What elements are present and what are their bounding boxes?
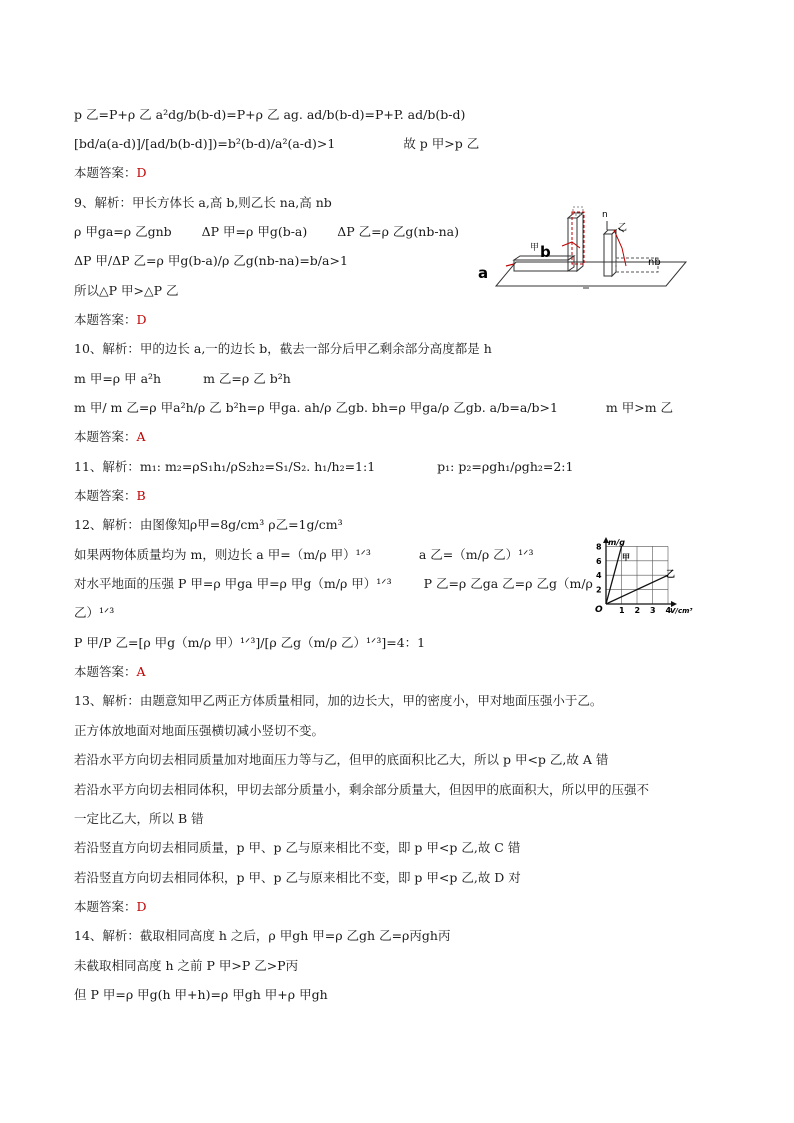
q11-eq-2: p₁: p₂=ρgh₁/ρgh₂=2:1 bbox=[437, 459, 574, 474]
q9-eq-2: ΔP 甲=ρ 甲g(b-a) bbox=[201, 224, 308, 239]
q12-line-3 bbox=[74, 575, 593, 593]
series-yi-label: 乙 bbox=[666, 570, 676, 580]
q14-line-1: 14、解析：截取相同高度 h 之后，ρ 甲gh 甲=ρ 乙gh 乙=ρ丙gh丙 bbox=[74, 928, 451, 943]
answer-value: B bbox=[136, 488, 146, 503]
q9-line-3: ΔP 甲/ΔP 乙=ρ 甲g(b-a)/ρ 乙g(nb-na)=b/a>1 bbox=[74, 253, 348, 268]
formula-line-2 bbox=[74, 135, 479, 153]
q11-eq-1: 11、解析：m₁: m₂=ρS₁h₁/ρS₂h₂=S₁/S₂. h₁/h₂=1:1 bbox=[74, 459, 376, 474]
q12-line-5: P 甲/P 乙=[ρ 甲g（m/ρ 甲）¹ᐟ³]/[ρ 乙g（m/ρ 乙）¹ᐟ³]=4：1 bbox=[74, 635, 426, 650]
label-a: a bbox=[478, 264, 489, 282]
block-n-side bbox=[612, 230, 616, 276]
q10-eq-1: m 甲=ρ 甲 a²h bbox=[74, 371, 162, 386]
q11-line-1 bbox=[74, 458, 573, 476]
answer-q12 bbox=[74, 663, 146, 681]
y-tick-label: 4 bbox=[596, 571, 602, 581]
series-jia-label: 甲 bbox=[622, 553, 630, 562]
x-tick-label: 3 bbox=[650, 606, 656, 615]
answer-value: D bbox=[136, 312, 147, 327]
x-tick-label: 2 bbox=[634, 606, 641, 615]
answer-value: A bbox=[136, 664, 146, 679]
q13-line-1: 13、解析：由题意知甲乙两正方体质量相同，加的边长大，甲的密度小，甲对地面压强小于乙。 bbox=[74, 693, 603, 708]
label-yi: 乙 bbox=[618, 223, 628, 233]
label-b: b bbox=[540, 243, 551, 261]
graph-grid bbox=[606, 546, 668, 604]
answer-label: 本题答案： bbox=[74, 165, 137, 180]
q9-line-1: 9、解析：甲长方体长 a,高 b,则乙长 na,高 nb bbox=[74, 195, 332, 210]
q12-eq-2: a 乙=（m/ρ 乙）¹ᐟ³ bbox=[418, 547, 534, 562]
x-tick-label: 4 bbox=[665, 606, 672, 615]
label-nb: nb bbox=[648, 257, 661, 268]
answer-q11 bbox=[74, 487, 146, 505]
answer-label: 本题答案： bbox=[74, 488, 137, 503]
q10-line-2 bbox=[74, 370, 291, 388]
q14-line-3: 但 P 甲=ρ 甲g(h 甲+h)=ρ 甲gh 甲+ρ 甲gh bbox=[74, 987, 328, 1002]
q10-eq-3: m 甲/ m 乙=ρ 甲a²h/ρ 乙 b²h=ρ 甲ga. ah/ρ 乙gb. bh=ρ 甲ga/ρ 乙gb. a/b=a/b>1 bbox=[74, 400, 558, 415]
y-tick-label: 8 bbox=[596, 542, 602, 552]
label-jia: 甲 bbox=[530, 243, 540, 253]
answer-q8 bbox=[74, 164, 147, 182]
answer-label: 本题答案： bbox=[74, 312, 137, 327]
q12-line-4: 乙）¹ᐟ³ bbox=[74, 605, 115, 620]
answer-q9 bbox=[74, 311, 147, 329]
q10-eq-4: m 甲>m 乙 bbox=[605, 400, 674, 415]
formula-conclusion: 故 p 甲>p 乙 bbox=[403, 136, 480, 151]
q9-line-4: 所以△P 甲>△P 乙 bbox=[74, 283, 179, 298]
answer-value: D bbox=[136, 165, 147, 180]
q10-line-1: 10、解析：甲的边长 a,一的边长 b，截去一部分后甲乙剩余部分高度都是 h bbox=[74, 341, 492, 356]
formula-ratio: [bd/a(a-d)]/[ad/b(b-d)])=b²(b-d)/a²(a-d)>1 bbox=[74, 136, 336, 151]
q13-line-6: 若沿竖直方向切去相同质量，p 甲、p 乙与原来相比不变，即 p 甲<p 乙,故 C 错 bbox=[74, 840, 521, 855]
answer-q13 bbox=[74, 898, 147, 916]
block-a-side bbox=[568, 256, 574, 271]
xlabel: V/cm³ bbox=[670, 607, 693, 615]
block-n-front bbox=[604, 234, 612, 276]
y-tick-label: 2 bbox=[596, 585, 602, 595]
q13-line-2: 正方体放地面对地面压强横切减小竖切不变。 bbox=[74, 723, 325, 738]
answer-q10 bbox=[74, 428, 146, 446]
q12-eq-1: 如果两物体质量均为 m，则边长 a 甲=（m/ρ 甲）¹ᐟ³ bbox=[74, 547, 371, 562]
q13-line-4: 若沿水平方向切去相同体积，甲切去部分质量小，剩余部分质量大，但因甲的底面积大，所以甲的压强不 bbox=[74, 782, 650, 797]
answer-value: A bbox=[136, 429, 146, 444]
q12-line-2 bbox=[74, 546, 533, 564]
formula-line-1: p 乙=P+ρ 乙 a²dg/b(b-d)=P+ρ 乙 ag. ad/b(b-d)=P+P. ad/b(b-d) bbox=[74, 107, 466, 122]
y-tick-label: 6 bbox=[596, 556, 602, 566]
origin-label: O bbox=[595, 605, 603, 615]
q9-line-2 bbox=[74, 223, 459, 241]
answer-label: 本题答案： bbox=[74, 429, 137, 444]
q9-eq-3: ΔP 乙=ρ 乙g(nb-na) bbox=[337, 224, 459, 239]
q10-line-3 bbox=[74, 399, 673, 417]
q13-line-5: 一定比乙大，所以 B 错 bbox=[74, 811, 204, 826]
ylabel: m/g bbox=[608, 538, 625, 547]
q9-eq-1: ρ 甲ga=ρ 乙gnb bbox=[74, 224, 172, 239]
x-tick-label: 1 bbox=[619, 606, 625, 615]
q13-line-3: 若沿水平方向切去相同质量加对地面压力等与乙，但甲的底面积比乙大，所以 p 甲<p 乙,故 A 错 bbox=[74, 752, 609, 767]
answer-label: 本题答案： bbox=[74, 899, 137, 914]
q12-eq-4: P 乙=ρ 乙ga 乙=ρ 乙g（m/ρ bbox=[423, 576, 593, 591]
q14-line-2: 未截取相同高度 h 之前 P 甲>P 乙>P丙 bbox=[74, 958, 299, 973]
answer-label: 本题答案： bbox=[74, 664, 137, 679]
q10-eq-2: m 乙=ρ 乙 b²h bbox=[203, 371, 291, 386]
answer-value: D bbox=[136, 899, 147, 914]
label-n: n bbox=[602, 210, 608, 220]
q12-line-1: 12、解析：由图像知ρ甲=8g/cm³ ρ乙=1g/cm³ bbox=[74, 517, 343, 532]
q13-line-7: 若沿竖直方向切去相同体积，p 甲、p 乙与原来相比不变，即 p 甲<p 乙,故 D 对 bbox=[74, 870, 521, 885]
q12-mv-graph bbox=[590, 536, 700, 616]
q9-diagram bbox=[476, 202, 691, 297]
q12-eq-3: 对水平地面的压强 P 甲=ρ 甲ga 甲=ρ 甲g（m/ρ 甲）¹ᐟ³ bbox=[74, 576, 392, 591]
